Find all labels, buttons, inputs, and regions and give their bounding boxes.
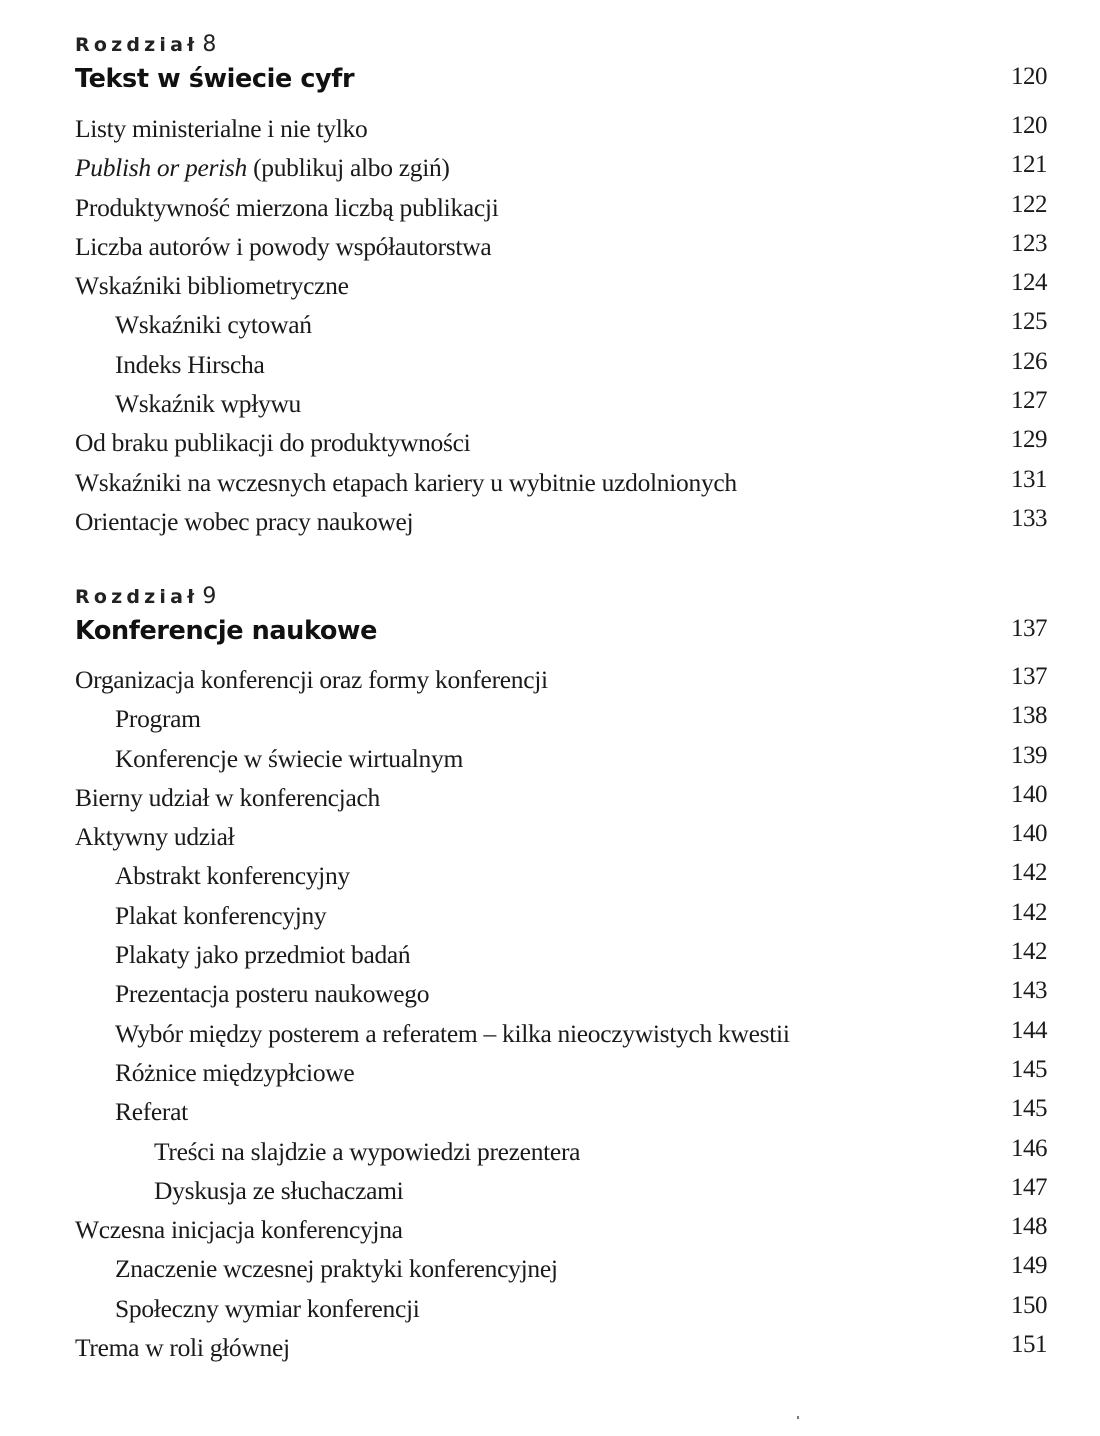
toc-entry-page: 142 [1011, 859, 1047, 887]
toc-subentry[interactable] [75, 1249, 1047, 1288]
toc-entry[interactable] [75, 148, 1047, 187]
toc-subentry[interactable] [75, 974, 1047, 1013]
toc-entry[interactable] [75, 817, 1047, 856]
chapter-label [75, 33, 1047, 57]
toc-subentry[interactable] [75, 305, 1047, 344]
toc-entry-label: Wczesna inicjacja konferencyjna [75, 1215, 403, 1245]
toc-subentry[interactable] [75, 1053, 1047, 1092]
toc-entry-label: Treści na slajdzie a wypowiedzi prezentera [154, 1136, 581, 1166]
toc-entry-page: 127 [1011, 387, 1047, 415]
toc-entry-label: Dyskusja ze słuchaczami [154, 1175, 404, 1205]
toc-entry-label: Liczba autorów i powody współautorstwa [75, 231, 492, 261]
toc-entry-page: 142 [1011, 938, 1047, 966]
toc-entry-label: Od braku publikacji do produktywności [75, 428, 471, 458]
toc-entry-page: 144 [1011, 1016, 1047, 1044]
toc-entry-page: 151 [1011, 1331, 1047, 1359]
toc-entry-label: Wskaźniki cytowań [115, 310, 312, 340]
toc-entry[interactable] [75, 778, 1047, 817]
chapter-title[interactable]: Tekst w świecie cyfr [75, 64, 355, 94]
toc-entry-label: Różnice międzypłciowe [115, 1057, 355, 1087]
toc-entry[interactable] [75, 1328, 1047, 1367]
toc-entry-page: 140 [1011, 820, 1047, 848]
toc-subentry[interactable] [75, 1289, 1047, 1328]
toc-entry-label: Abstrakt konferencyjny [115, 861, 350, 891]
toc-entry-label: Plakaty jako przedmiot badań [115, 940, 411, 970]
toc-subsubentry[interactable] [75, 1171, 1047, 1210]
toc-entry-label: Organizacja konferencji oraz formy konferencji [75, 665, 548, 694]
toc-entry[interactable] [75, 1210, 1047, 1249]
toc-entry-label-rest: (publikuj albo zgiń) [247, 153, 450, 183]
toc-entry-label: Prezentacja posteru naukowego [115, 979, 430, 1009]
toc-entry-page: 145 [1011, 1095, 1047, 1123]
toc-subentry[interactable] [75, 935, 1047, 974]
toc-entry-label: Produktywność mierzona liczbą publikacji [75, 192, 499, 222]
toc-entry-label [75, 153, 450, 182]
toc-entry[interactable] [75, 463, 1047, 502]
chapter-page-number: 120 [1011, 63, 1047, 90]
toc-entry-label: Bierny udział w konferencjach [75, 782, 380, 812]
chapter-title[interactable]: Konferencje naukowe [75, 616, 377, 646]
toc-subentry[interactable] [75, 1092, 1047, 1131]
toc-entry-label: Wskaźniki na wczesnych etapach kariery u wybitnie uzdolnionych [75, 467, 737, 497]
chapter-page-number: 137 [1011, 615, 1047, 642]
toc-entry-page: 133 [1011, 504, 1047, 532]
toc-entry-page: 131 [1011, 465, 1047, 493]
toc-entry-label: Program [115, 704, 201, 734]
toc-subentry[interactable] [75, 699, 1047, 738]
toc-entry-page: 140 [1011, 780, 1047, 808]
toc-entry-page: 129 [1011, 426, 1047, 454]
toc-entry-page: 137 [1011, 663, 1047, 690]
toc-entry-label: Plakat konferencyjny [115, 900, 327, 930]
chapter-9-section [75, 585, 1047, 1367]
chapter-number: 9 [202, 584, 217, 609]
toc-subentry[interactable] [75, 856, 1047, 895]
toc-entry-page: 120 [1011, 112, 1047, 139]
toc-subentry[interactable] [75, 345, 1047, 384]
toc-entry-page: 148 [1011, 1213, 1047, 1241]
toc-entry-label: Referat [115, 1097, 188, 1127]
toc-entry-page: 149 [1011, 1252, 1047, 1280]
toc-entry-label: Trema w roli głównej [75, 1333, 290, 1363]
toc-entry-label: Wskaźniki bibliometryczne [75, 271, 349, 301]
scan-artifact-dot [797, 1416, 799, 1419]
toc-entry-page: 146 [1011, 1134, 1047, 1162]
toc-entry-label: Wskaźnik wpływu [115, 389, 302, 419]
toc-entry-italic-title: Publish or perish [75, 153, 247, 183]
toc-entry-label: Aktywny udział [75, 822, 235, 852]
toc-entry-page: 126 [1011, 347, 1047, 375]
toc-entry[interactable] [75, 660, 1047, 699]
toc-list [75, 109, 1047, 541]
toc-entry-label: Listy ministerialne i nie tylko [75, 114, 368, 143]
toc-entry-page: 145 [1011, 1055, 1047, 1083]
chapter-number: 8 [202, 32, 217, 57]
chapter-title-row[interactable] [75, 59, 1047, 99]
chapter-label-word: Rozdział [75, 586, 199, 608]
toc-entry-label: Indeks Hirscha [115, 349, 265, 379]
toc-entry[interactable] [75, 109, 1047, 148]
toc-entry-label: Konferencje w świecie wirtualnym [115, 743, 463, 773]
toc-entry-page: 121 [1011, 151, 1047, 179]
toc-subentry[interactable] [75, 739, 1047, 778]
toc-entry-page: 147 [1011, 1173, 1047, 1201]
toc-entry-page: 143 [1011, 977, 1047, 1005]
toc-subentry[interactable] [75, 1014, 1047, 1053]
toc-list [75, 660, 1047, 1367]
toc-subsubentry[interactable] [75, 1132, 1047, 1171]
toc-subentry[interactable] [75, 384, 1047, 423]
toc-entry-page: 122 [1011, 190, 1047, 218]
toc-subentry[interactable] [75, 896, 1047, 935]
toc-entry[interactable] [75, 423, 1047, 462]
toc-entry[interactable] [75, 188, 1047, 227]
chapter-label-word: Rozdział [75, 34, 199, 56]
toc-entry-page: 125 [1011, 308, 1047, 336]
chapter-8-section [75, 33, 1047, 541]
toc-entry-label: Znaczenie wczesnej praktyki konferencyjnej [115, 1254, 558, 1284]
chapter-label [75, 585, 1047, 609]
toc-entry[interactable] [75, 266, 1047, 305]
toc-entry[interactable] [75, 227, 1047, 266]
chapter-title-row[interactable] [75, 611, 1047, 651]
toc-entry-page: 138 [1011, 702, 1047, 730]
toc-entry-label: Orientacje wobec pracy naukowej [75, 506, 414, 536]
toc-entry-page: 142 [1011, 898, 1047, 926]
toc-entry-label: Wybór między posterem a referatem – kilka nieoczywistych kwestii [115, 1018, 790, 1048]
toc-entry-page: 150 [1011, 1291, 1047, 1319]
toc-entry-page: 124 [1011, 269, 1047, 297]
toc-entry-page: 139 [1011, 741, 1047, 769]
toc-entry[interactable] [75, 502, 1047, 541]
toc-entry-page: 123 [1011, 229, 1047, 257]
toc-entry-label: Społeczny wymiar konferencji [115, 1293, 420, 1323]
